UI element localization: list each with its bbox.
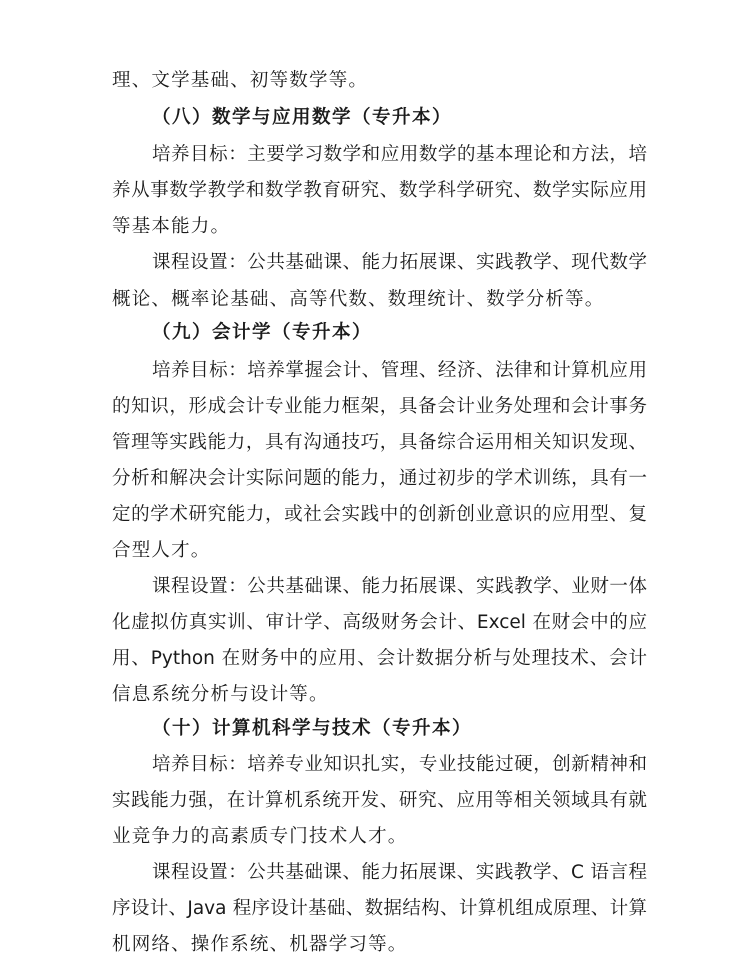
text-line: 等基本能力。 <box>112 216 231 237</box>
text-line: 定的学术研究能力，或社会实践中的创新创业意识的应用型、复 <box>112 504 647 525</box>
text-line: 的知识，形成会计专业能力框架，具备会计业务处理和会计事务 <box>112 396 647 417</box>
text-line: 序设计、Java 程序设计基础、数据结构、计算机组成原理、计算 <box>112 898 647 919</box>
section-heading-10: （十）计算机科学与技术（专升本） <box>152 718 473 739</box>
text-line: 课程设置：公共基础课、能力拓展课、实践教学、业财一体 <box>152 576 647 597</box>
section-heading-9: （九）会计学（专升本） <box>152 322 373 343</box>
text-line: 养从事数学教学和数学教育研究、数学科学研究、数学实际应用 <box>112 180 647 201</box>
text-line: 分析和解决会计实际问题的能力，通过初步的学术训练，具有一 <box>112 468 647 489</box>
text-line: 合型人才。 <box>112 540 211 561</box>
text-line: 课程设置：公共基础课、能力拓展课、实践教学、C 语言程 <box>152 862 647 883</box>
text-line: 用、Python 在财务中的应用、会计数据分析与处理技术、会计 <box>112 648 647 669</box>
text-line: 机网络、操作系统、机器学习等。 <box>112 934 408 955</box>
text-line: 化虚拟仿真实训、审计学、高级财务会计、Excel 在财会中的应 <box>112 612 647 633</box>
text-line: 培养目标：主要学习数学和应用数学的基本理论和方法，培 <box>152 144 647 165</box>
text-line: 培养目标：培养掌握会计、管理、经济、法律和计算机应用 <box>152 360 647 381</box>
text-line: 实践能力强，在计算机系统开发、研究、应用等相关领域具有就 <box>112 790 647 811</box>
text-line: 课程设置：公共基础课、能力拓展课、实践教学、现代数学 <box>152 252 647 273</box>
text-line: 培养目标：培养专业知识扎实，专业技能过硬，创新精神和 <box>152 754 647 775</box>
text-line: 信息系统分析与设计等。 <box>112 684 329 705</box>
text-line: 理、文学基础、初等数学等。 <box>112 70 369 91</box>
text-line: 概论、概率论基础、高等代数、数理统计、数学分析等。 <box>112 289 605 310</box>
text-line: 业竞争力的高素质专门技术人才。 <box>112 826 408 847</box>
text-line: 管理等实践能力，具有沟通技巧，具备综合运用相关知识发现、 <box>112 432 647 453</box>
section-heading-8: （八）数学与应用数学（专升本） <box>152 107 453 128</box>
